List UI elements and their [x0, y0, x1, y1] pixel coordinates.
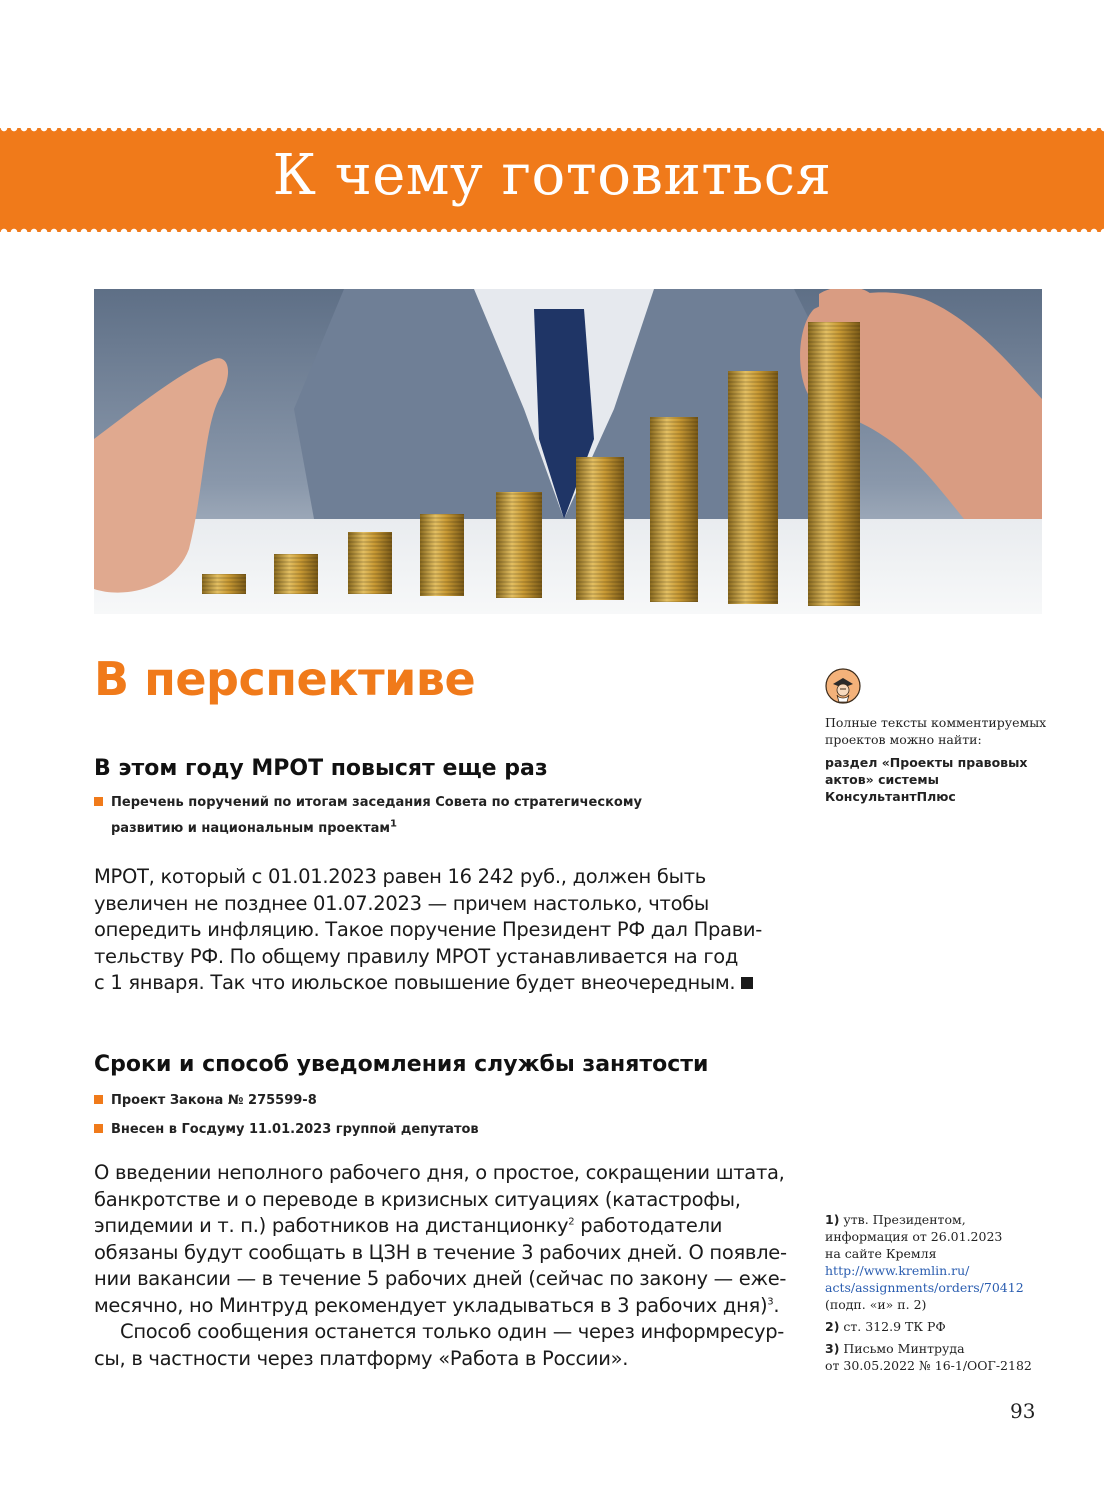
footnote-1	[825, 1211, 1065, 1313]
chapter-banner	[0, 128, 1104, 232]
footnote-text: ст. 312.9 ТК РФ	[839, 1319, 946, 1334]
body-line: с 1 января. Так что июльское повышение будет внеочередным.	[94, 971, 736, 994]
coin-stacks-photo	[94, 289, 1042, 614]
body-line: сы, в частности через платформу «Работа в России».	[94, 1346, 629, 1370]
chapter-title: К чему готовиться	[272, 143, 832, 208]
footnote-2	[825, 1318, 1065, 1335]
page-number: 93	[1010, 1399, 1036, 1423]
body-line: Способ сообщения останется только один — через информресур-	[120, 1320, 785, 1343]
banner-scalloped-edge	[0, 228, 1104, 236]
source-text: развитию и национальным проектам	[111, 821, 391, 836]
body-line	[94, 1293, 780, 1320]
source-text-continued	[94, 816, 642, 842]
footnote-text: Письмо Минтруда	[839, 1341, 965, 1356]
body-line-last	[94, 970, 754, 997]
body-text: .	[773, 1293, 780, 1317]
footnotes	[825, 1211, 1065, 1379]
article-heading: В этом году МРОТ повысят еще раз	[94, 756, 548, 781]
section-title: В перспективе	[94, 652, 476, 706]
sidebar-note-text: Полные тексты комментируемых	[825, 715, 1047, 730]
body-line: тельству РФ. По общему правилу МРОТ устанавливается на год	[94, 944, 739, 968]
expert-avatar-icon	[825, 668, 861, 704]
sidebar-note	[825, 714, 1065, 805]
footnote-3	[825, 1340, 1065, 1374]
banner-scalloped-edge	[0, 124, 1104, 132]
body-text: месячно, но Минтруд рекомендует укладываться в 3 рабочих дня)	[94, 1293, 768, 1317]
article-source	[94, 790, 642, 842]
sidebar-note-bold: КонсультантПлюс	[825, 789, 956, 804]
body-line: МРОТ, который с 01.01.2023 равен 16 242 руб., должен быть	[94, 865, 706, 888]
sidebar-note-bold: актов» системы	[825, 772, 939, 787]
footnote-ref: 2	[568, 1216, 575, 1228]
body-line: увеличен не позднее 01.07.2023 — причем настолько, чтобы	[94, 891, 710, 915]
sidebar-note-text: проектов можно найти:	[825, 732, 982, 747]
article-source	[94, 1117, 479, 1143]
footnote-number: 1)	[825, 1212, 840, 1227]
article-body	[94, 1160, 787, 1372]
body-text: эпидемии и т. п.) работников на дистанционку	[94, 1214, 569, 1237]
orange-square-bullet-icon	[94, 1124, 103, 1133]
footnote-ref: 3	[767, 1296, 774, 1307]
source-text: Проект Закона № 275599-8	[111, 1093, 317, 1108]
footnote-number: 3)	[825, 1341, 840, 1356]
footnote-text: на сайте Кремля	[825, 1246, 937, 1261]
article-heading: Сроки и способ уведомления службы занятости	[94, 1052, 709, 1077]
body-line: банкротстве и о переводе в кризисных ситуациях (катастрофы,	[94, 1187, 741, 1211]
footnote-text: информация от 26.01.2023	[825, 1229, 1003, 1244]
body-line	[94, 1213, 754, 1240]
body-line: О введении неполного рабочего дня, о простое, сокращении штата,	[94, 1161, 785, 1184]
end-of-article-square-icon	[741, 977, 753, 989]
article-body	[94, 864, 762, 997]
source-text: Перечень поручений по итогам заседания Совета по стратегическому	[111, 795, 642, 810]
footnote-number: 2)	[825, 1319, 840, 1334]
body-line: обязаны будут сообщать в ЦЗН в течение 3 рабочих дней. О появле-	[94, 1240, 787, 1264]
footnote-text: утв. Президентом,	[839, 1212, 966, 1227]
kremlin-link[interactable]: acts/assignments/orders/70412	[825, 1280, 1024, 1295]
body-line: опередить инфляцию. Такое поручение Президент РФ дал Прави-	[94, 918, 762, 941]
sidebar-note-bold: раздел «Проекты правовых	[825, 755, 1028, 770]
body-text: работодатели	[574, 1214, 723, 1237]
body-line: нии вакансии — в течение 5 рабочих дней (сейчас по закону — еже-	[94, 1267, 787, 1290]
footnote-text: от 30.05.2022 № 16-1/ООГ-2182	[825, 1358, 1032, 1373]
footnote-ref: 1	[390, 818, 397, 830]
source-text: Внесен в Госдуму 11.01.2023 группой депутатов	[111, 1122, 479, 1137]
footnote-text: (подп. «и» п. 2)	[825, 1297, 927, 1312]
orange-square-bullet-icon	[94, 797, 103, 806]
kremlin-link[interactable]: http://www.kremlin.ru/	[825, 1263, 970, 1278]
orange-square-bullet-icon	[94, 1095, 103, 1104]
article-source	[94, 1088, 317, 1114]
